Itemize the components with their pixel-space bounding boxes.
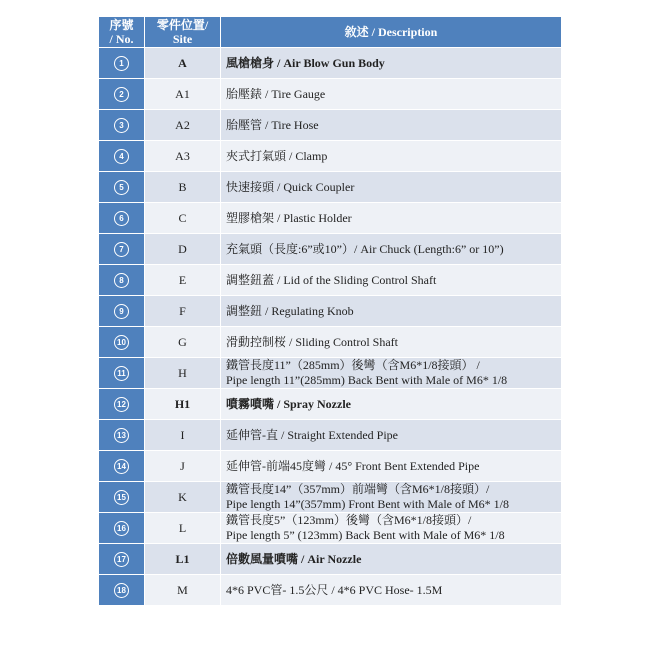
row-number-cell: [99, 389, 145, 420]
description-line: Pipe length 14”(357mm) Front Bent with Male of M6* 1/8: [226, 497, 509, 511]
row-number-cell: [99, 203, 145, 234]
description-line: 夾式打氣頭 / Clamp: [226, 148, 328, 163]
description-cell: [221, 234, 562, 265]
description-cell: [221, 265, 562, 296]
description-line: 調整鈕 / Regulating Knob: [226, 303, 354, 318]
row-number-badge: 10: [114, 335, 129, 350]
table-row: [99, 420, 562, 451]
description-line: 延伸管-前端45度彎 / 45° Front Bent Extended Pipe: [226, 458, 480, 473]
site-cell: H: [145, 358, 221, 389]
description-line: 倍數風量噴嘴 / Air Nozzle: [226, 551, 362, 566]
table-header-row: [99, 17, 562, 48]
row-number-cell: [99, 420, 145, 451]
description-cell: [221, 451, 562, 482]
row-number-badge: 17: [114, 552, 129, 567]
row-number-badge: 15: [114, 490, 129, 505]
header-site-line2: Site: [172, 32, 193, 46]
row-number-cell: [99, 234, 145, 265]
row-number-cell: [99, 575, 145, 606]
table-body: [99, 48, 562, 606]
table-row: [99, 265, 562, 296]
description-cell: [221, 420, 562, 451]
table-row: [99, 141, 562, 172]
description-cell: [221, 79, 562, 110]
description-cell: [221, 358, 562, 389]
site-cell: A2: [145, 110, 221, 141]
table-row: [99, 48, 562, 79]
description-cell: [221, 141, 562, 172]
site-cell: I: [145, 420, 221, 451]
site-cell: A3: [145, 141, 221, 172]
row-number-badge: 7: [114, 242, 129, 257]
row-number-cell: [99, 544, 145, 575]
header-no-line1: 序號: [109, 18, 134, 32]
description-cell: [221, 389, 562, 420]
row-number-badge: 8: [114, 273, 129, 288]
description-line: 延伸管-直 / Straight Extended Pipe: [226, 427, 398, 442]
header-site: [145, 17, 221, 48]
description-line: Pipe length 5” (123mm) Back Bent with Male of M6* 1/8: [226, 528, 505, 542]
description-line: 滑動控制桜 / Sliding Control Shaft: [226, 334, 399, 349]
table-row: [99, 172, 562, 203]
table-row: [99, 296, 562, 327]
row-number-cell: [99, 110, 145, 141]
description-line: 調整鈕蓋 / Lid of the Sliding Control Shaft: [226, 272, 437, 287]
description-line: 鐵管長度14”（357mm）前端彎（含M6*1/8接頭）/: [226, 482, 490, 496]
description-cell: [221, 482, 562, 513]
row-number-badge: 3: [114, 118, 129, 133]
row-number-cell: [99, 451, 145, 482]
row-number-cell: [99, 172, 145, 203]
row-number-badge: 13: [114, 428, 129, 443]
row-number-badge: 9: [114, 304, 129, 319]
site-cell: B: [145, 172, 221, 203]
row-number-badge: 11: [114, 366, 129, 381]
table-row: [99, 575, 562, 606]
site-cell: D: [145, 234, 221, 265]
description-cell: [221, 172, 562, 203]
row-number-badge: 12: [114, 397, 129, 412]
site-cell: E: [145, 265, 221, 296]
site-cell: M: [145, 575, 221, 606]
description-line: 塑膠槍架 / Plastic Holder: [226, 210, 352, 225]
table-row: [99, 110, 562, 141]
description-cell: [221, 575, 562, 606]
row-number-cell: [99, 482, 145, 513]
row-number-badge: 1: [114, 56, 129, 71]
site-cell: C: [145, 203, 221, 234]
header-no-line2: / No.: [109, 32, 134, 46]
description-line: 胎壓管 / Tire Hose: [226, 117, 319, 132]
site-cell: F: [145, 296, 221, 327]
site-cell: A: [145, 48, 221, 79]
site-cell: L1: [145, 544, 221, 575]
description-line: 風槍槍身 / Air Blow Gun Body: [226, 55, 385, 70]
table-row: [99, 544, 562, 575]
site-cell: J: [145, 451, 221, 482]
row-number-badge: 18: [114, 583, 129, 598]
description-line: 鐵管長度5”（123mm）後彎（含M6*1/8接頭）/: [226, 513, 472, 527]
description-cell: [221, 513, 562, 544]
description-cell: [221, 203, 562, 234]
site-cell: H1: [145, 389, 221, 420]
row-number-cell: [99, 513, 145, 544]
header-no: [99, 17, 145, 48]
row-number-badge: 16: [114, 521, 129, 536]
row-number-badge: 14: [114, 459, 129, 474]
site-cell: L: [145, 513, 221, 544]
description-cell: [221, 48, 562, 79]
table-row: [99, 203, 562, 234]
row-number-badge: 5: [114, 180, 129, 195]
row-number-cell: [99, 265, 145, 296]
description-cell: [221, 327, 562, 358]
table-row: [99, 234, 562, 265]
table-row: [99, 451, 562, 482]
site-cell: K: [145, 482, 221, 513]
row-number-cell: [99, 296, 145, 327]
row-number-cell: [99, 79, 145, 110]
row-number-cell: [99, 48, 145, 79]
description-cell: [221, 544, 562, 575]
table-row: [99, 327, 562, 358]
header-site-line1: 零件位置/: [156, 18, 209, 32]
table-row: [99, 513, 562, 544]
description-line: 充氣頭（長度:6”或10”）/ Air Chuck (Length:6” or 10”): [226, 241, 504, 256]
row-number-cell: [99, 141, 145, 172]
table-row: [99, 358, 562, 389]
description-line: 胎壓錶 / Tire Gauge: [226, 86, 326, 101]
row-number-badge: 4: [114, 149, 129, 164]
table-row: [99, 482, 562, 513]
description-cell: [221, 296, 562, 327]
description-cell: [221, 110, 562, 141]
header-description: 敘述 / Description: [221, 17, 562, 48]
description-line: 快速接頭 / Quick Coupler: [226, 179, 355, 194]
site-cell: G: [145, 327, 221, 358]
row-number-cell: [99, 327, 145, 358]
parts-table: [98, 16, 562, 606]
row-number-badge: 6: [114, 211, 129, 226]
description-line: 噴霧噴嘴 / Spray Nozzle: [226, 396, 351, 411]
row-number-cell: [99, 358, 145, 389]
table-row: [99, 79, 562, 110]
site-cell: A1: [145, 79, 221, 110]
description-line: 4*6 PVC管- 1.5公尺 / 4*6 PVC Hose- 1.5M: [226, 582, 443, 597]
table-row: [99, 389, 562, 420]
description-line: 鐵管長度11”（285mm）後彎（含M6*1/8接頭） /: [226, 358, 480, 372]
description-line: Pipe length 11”(285mm) Back Bent with Male of M6* 1/8: [226, 373, 508, 387]
row-number-badge: 2: [114, 87, 129, 102]
